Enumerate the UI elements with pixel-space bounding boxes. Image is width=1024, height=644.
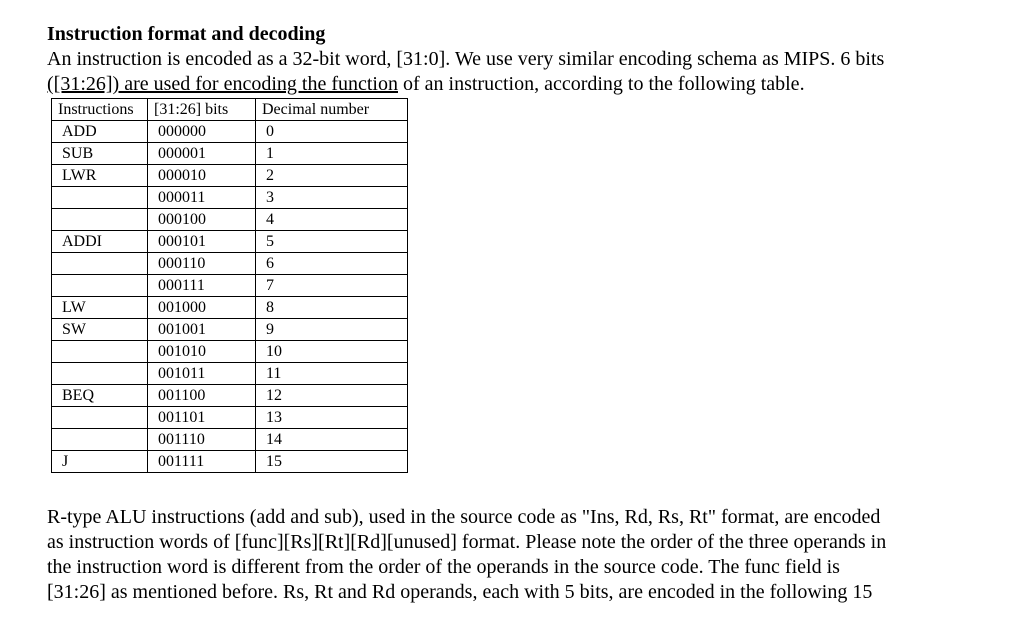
cell-decimal: 11 bbox=[256, 363, 408, 385]
cell-decimal: 12 bbox=[256, 385, 408, 407]
cell-instruction: SW bbox=[52, 319, 148, 341]
section-title: Instruction format and decoding bbox=[47, 23, 326, 45]
cell-instruction: SUB bbox=[52, 143, 148, 165]
cell-decimal: 5 bbox=[256, 231, 408, 253]
cell-bits: 001011 bbox=[148, 363, 256, 385]
table-row bbox=[52, 143, 408, 165]
table-row bbox=[52, 231, 408, 253]
cell-bits: 000100 bbox=[148, 209, 256, 231]
cell-instruction: ADD bbox=[52, 121, 148, 143]
intro-underlined-text: ([31:26]) are used for encoding the function bbox=[47, 73, 398, 95]
cell-instruction bbox=[52, 209, 148, 231]
cell-instruction bbox=[52, 253, 148, 275]
cell-decimal: 13 bbox=[256, 407, 408, 429]
table-row bbox=[52, 209, 408, 231]
table-row bbox=[52, 121, 408, 143]
cell-instruction bbox=[52, 341, 148, 363]
cell-bits: 001101 bbox=[148, 407, 256, 429]
cell-instruction: ADDI bbox=[52, 231, 148, 253]
cell-bits: 001000 bbox=[148, 297, 256, 319]
cell-decimal: 15 bbox=[256, 451, 408, 473]
cell-bits: 000011 bbox=[148, 187, 256, 209]
intro-paragraph bbox=[47, 47, 997, 97]
cell-instruction bbox=[52, 429, 148, 451]
cell-bits: 000010 bbox=[148, 165, 256, 187]
cell-instruction bbox=[52, 407, 148, 429]
cell-bits: 001010 bbox=[148, 341, 256, 363]
table-row bbox=[52, 341, 408, 363]
cell-bits: 001110 bbox=[148, 429, 256, 451]
table-body bbox=[52, 121, 408, 473]
table-row bbox=[52, 385, 408, 407]
table-row bbox=[52, 429, 408, 451]
header-bits: [31:26] bits bbox=[148, 99, 256, 121]
cell-decimal: 6 bbox=[256, 253, 408, 275]
cell-instruction: J bbox=[52, 451, 148, 473]
cell-bits: 001111 bbox=[148, 451, 256, 473]
cell-decimal: 7 bbox=[256, 275, 408, 297]
table-row bbox=[52, 253, 408, 275]
rtype-paragraph bbox=[47, 505, 997, 605]
cell-instruction: LW bbox=[52, 297, 148, 319]
rtype-line-4: [31:26] as mentioned before. Rs, Rt and Rd operands, each with 5 bits, are encoded in the following 15 bbox=[47, 581, 873, 603]
cell-instruction: LWR bbox=[52, 165, 148, 187]
cell-bits: 000111 bbox=[148, 275, 256, 297]
table-row bbox=[52, 363, 408, 385]
encoding-table bbox=[51, 98, 408, 473]
cell-decimal: 1 bbox=[256, 143, 408, 165]
table-row bbox=[52, 165, 408, 187]
table-row bbox=[52, 187, 408, 209]
intro-line-2-rest: of an instruction, according to the following table. bbox=[398, 73, 805, 95]
cell-instruction: BEQ bbox=[52, 385, 148, 407]
cell-bits: 001001 bbox=[148, 319, 256, 341]
cell-decimal: 0 bbox=[256, 121, 408, 143]
cell-decimal: 3 bbox=[256, 187, 408, 209]
cell-instruction bbox=[52, 275, 148, 297]
header-decimal: Decimal number bbox=[256, 99, 408, 121]
intro-line-1: An instruction is encoded as a 32-bit word, [31:0]. We use very similar encoding schema as MIPS. 6 bits bbox=[47, 48, 885, 70]
cell-bits: 000000 bbox=[148, 121, 256, 143]
cell-bits: 001100 bbox=[148, 385, 256, 407]
table-row bbox=[52, 451, 408, 473]
cell-decimal: 9 bbox=[256, 319, 408, 341]
header-instructions: Instructions bbox=[52, 99, 148, 121]
rtype-line-1: R-type ALU instructions (add and sub), used in the source code as "Ins, Rd, Rs, Rt" format, are encoded bbox=[47, 506, 881, 528]
table-header-row bbox=[52, 99, 408, 121]
cell-instruction bbox=[52, 363, 148, 385]
cell-bits: 000101 bbox=[148, 231, 256, 253]
table-row bbox=[52, 407, 408, 429]
table-row bbox=[52, 319, 408, 341]
rtype-line-3: the instruction word is different from the order of the operands in the source code. The func field is bbox=[47, 556, 840, 578]
cell-bits: 000001 bbox=[148, 143, 256, 165]
cell-decimal: 2 bbox=[256, 165, 408, 187]
document bbox=[47, 22, 997, 605]
cell-decimal: 10 bbox=[256, 341, 408, 363]
rtype-line-2: as instruction words of [func][Rs][Rt][Rd][unused] format. Please note the order of the three operands in bbox=[47, 531, 887, 553]
cell-decimal: 8 bbox=[256, 297, 408, 319]
cell-decimal: 14 bbox=[256, 429, 408, 451]
cell-decimal: 4 bbox=[256, 209, 408, 231]
table-row bbox=[52, 275, 408, 297]
cell-bits: 000110 bbox=[148, 253, 256, 275]
cell-instruction bbox=[52, 187, 148, 209]
table-row bbox=[52, 297, 408, 319]
